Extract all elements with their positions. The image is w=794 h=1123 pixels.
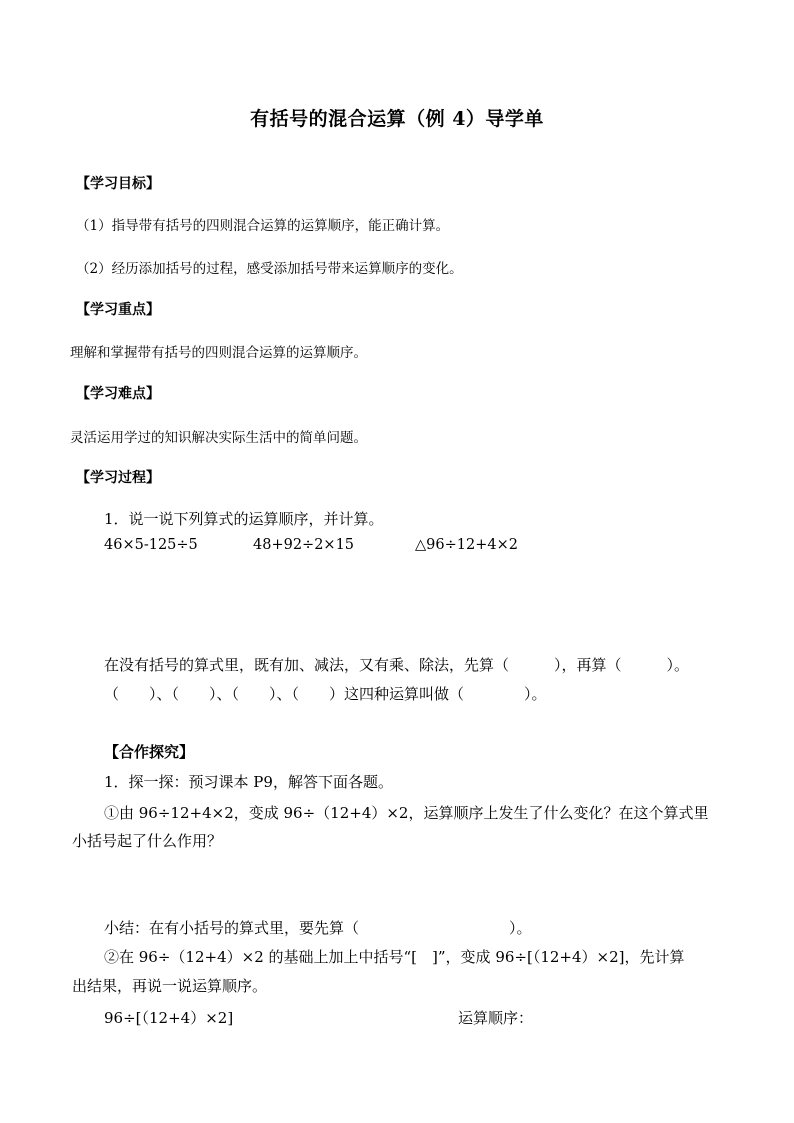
formula-1: 46×5-125÷5 xyxy=(104,537,198,553)
fill-blank-line-1: 在没有括号的算式里，既有加、减法，又有乘、除法，先算（ ），再算（ ）。 xyxy=(104,656,690,674)
difficulty-text: 灵活运用学过的知识解决实际生活中的简单问题。 xyxy=(70,430,367,446)
part-1-line-2: 小括号起了什么作用？ xyxy=(72,832,223,850)
part-1-line-1: ①由 96÷12+4×2，变成 96÷（12+4）×2，运算顺序上发生了什么变化？在这个算式里 xyxy=(104,804,709,822)
part-2-line-2: 出结果，再说一说运算顺序。 xyxy=(72,977,268,995)
order-label: 运算顺序： xyxy=(458,1009,534,1027)
bracket-formula: 96÷[（12+4）×2] xyxy=(104,1009,234,1027)
goal-item-1: （1）指导带有括号的四则混合运算的运算顺序，能正确计算。 xyxy=(76,218,450,234)
formula-2: 48+92÷2×15 xyxy=(253,537,355,553)
difficulty-heading: 【学习难点】 xyxy=(76,386,160,402)
summary-text: 小结：在有小括号的算式里，要先算（ ）。 xyxy=(104,919,532,937)
key-point-text: 理解和掌握带有括号的四则混合运算的运算顺序。 xyxy=(70,345,367,361)
goal-item-2: （2）经历添加括号的过程，感受添加括号带来运算顺序的变化。 xyxy=(76,261,463,277)
process-heading: 【学习过程】 xyxy=(76,470,160,486)
formula-3: △96÷12+4×2 xyxy=(415,537,518,553)
cooperate-heading: 【合作探究】 xyxy=(104,743,195,761)
part-2-line-1: ②在 96÷（12+4）×2 的基础上加上中括号“[ ]”，变成 96÷[（12+4）×2]，先计算 xyxy=(104,948,685,966)
key-point-heading: 【学习重点】 xyxy=(76,302,160,318)
fill-blank-line-2: （ ）、（ ）、（ ）、（ ）这四种运算叫做（ ）。 xyxy=(104,685,547,703)
page-title: 有括号的混合运算（例 4）导学单 xyxy=(250,108,544,130)
cooperate-question-1: 1．探一探：预习课本 P9，解答下面各题。 xyxy=(104,773,393,791)
process-question-1: 1．说一说下列算式的运算顺序，并计算。 xyxy=(104,510,384,528)
goals-heading: 【学习目标】 xyxy=(76,176,160,192)
